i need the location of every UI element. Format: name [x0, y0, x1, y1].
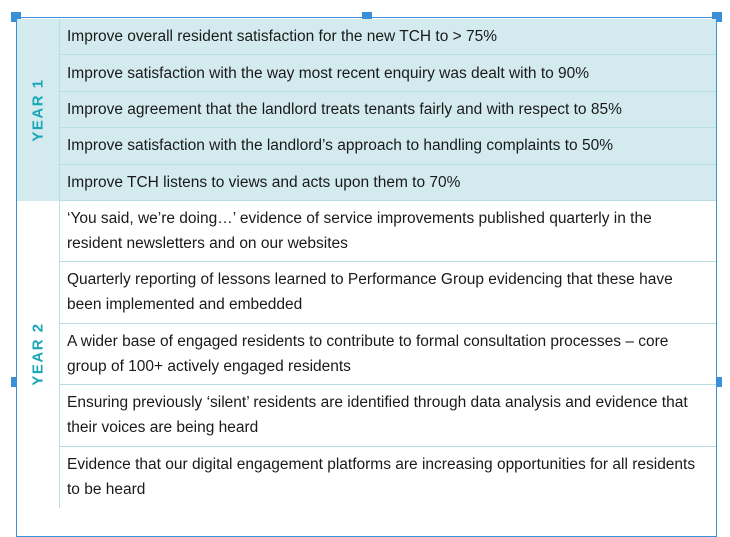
year-2-item: A wider base of engaged residents to contribute to formal consultation processes – core group of 100+ actively engaged residents: [60, 324, 716, 385]
year-1-section: [17, 19, 716, 201]
year-2-item: ‘You said, we’re doing…’ evidence of service improvements published quarterly in the resident newsletters and on our websites: [60, 201, 716, 262]
year-2-rows: [60, 201, 716, 508]
year-2-item: Ensuring previously ‘silent’ residents are identified through data analysis and evidence that their voices are being heard: [60, 385, 716, 446]
year-1-item: Improve agreement that the landlord treats tenants fairly and with respect to 85%: [60, 92, 716, 128]
year-1-rows: [60, 19, 716, 201]
year-1-item: Improve overall resident satisfaction for the new TCH to > 75%: [60, 19, 716, 55]
year-1-item: Improve TCH listens to views and acts upon them to 70%: [60, 165, 716, 201]
year-1-label-cell: [17, 19, 60, 201]
year-1-item: Improve satisfaction with the way most recent enquiry was dealt with to 90%: [60, 55, 716, 91]
year-1-item: Improve satisfaction with the landlord’s approach to handling complaints to 50%: [60, 128, 716, 164]
year-2-item: Quarterly reporting of lessons learned to Performance Group evidencing that these have been implemented and embedded: [60, 262, 716, 323]
targets-table: [17, 19, 716, 508]
year-2-label: YEAR 2: [29, 322, 47, 387]
year-2-item: Evidence that our digital engagement platforms are increasing opportunities for all residents to be heard: [60, 447, 716, 508]
year-2-label-cell: [17, 201, 60, 508]
year-2-section: [17, 201, 716, 508]
year-1-label: YEAR 1: [29, 78, 47, 142]
